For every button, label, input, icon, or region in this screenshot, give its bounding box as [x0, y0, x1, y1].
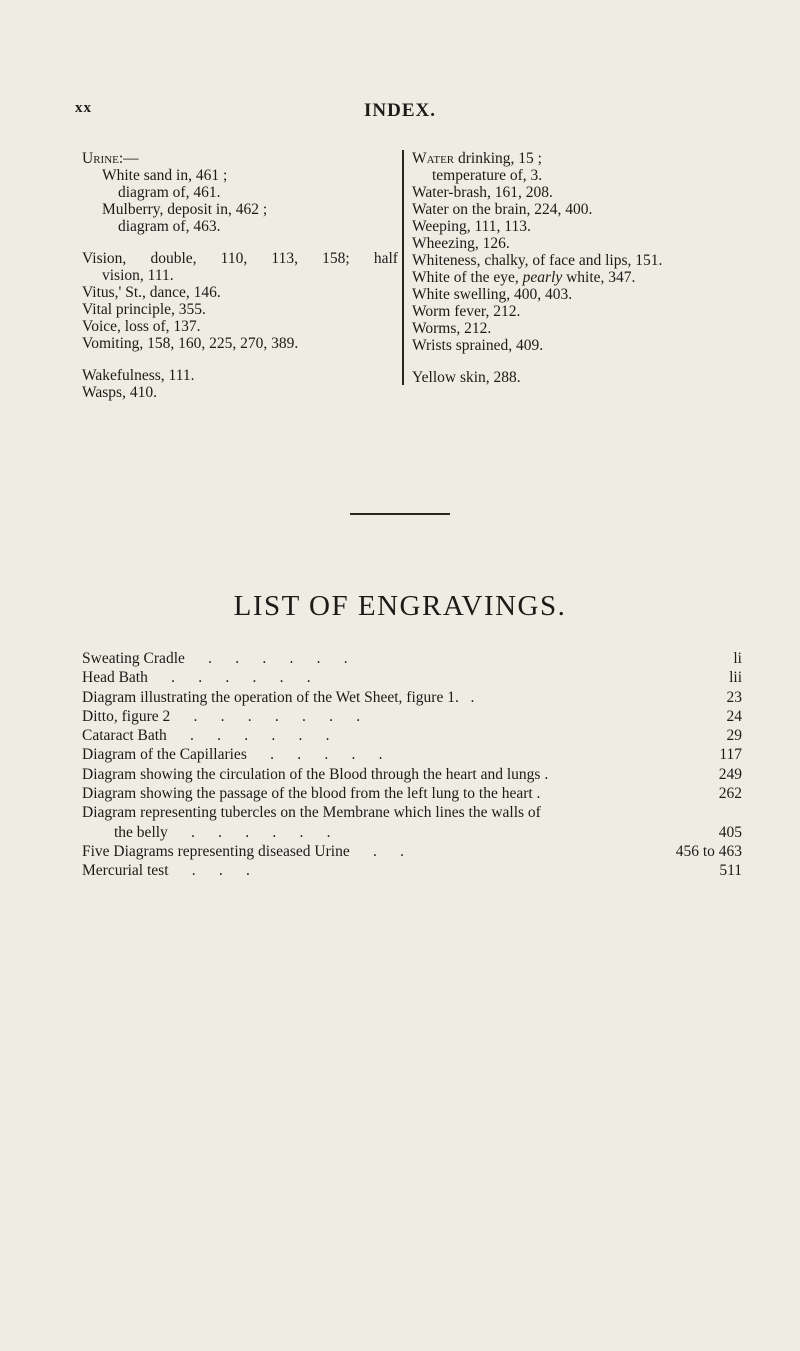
- engraving-page: 29: [726, 727, 742, 745]
- engraving-row: [82, 708, 742, 727]
- section-divider: [350, 513, 450, 515]
- engraving-title: Mercurial test . . .: [82, 862, 250, 880]
- index-entry: Wheezing, 126.: [412, 235, 510, 252]
- engraving-title: the belly . . . . . .: [114, 823, 331, 841]
- engraving-row: [82, 727, 742, 746]
- index-entry: Water-brash, 161, 208.: [412, 184, 553, 201]
- entry-gap: [82, 352, 398, 367]
- engraving-title: Cataract Bath . . . . . .: [82, 727, 330, 745]
- engraving-row: [82, 746, 742, 765]
- engraving-row: [82, 785, 742, 804]
- engraving-title: Diagram showing the passage of the blood from the left lung to the heart .: [82, 785, 541, 803]
- engraving-page: 24: [726, 707, 742, 725]
- engraving-page: 405: [718, 823, 742, 841]
- index-entry: Worms, 212.: [412, 320, 492, 337]
- engraving-title: Sweating Cradle . . . . . .: [82, 650, 348, 667]
- engraving-page: 456 to 463: [675, 842, 742, 860]
- index-entry-water: [412, 150, 782, 167]
- index-subentry: Mulberry, deposit in, 462 ;: [102, 201, 268, 218]
- index-entry: Wasps, 410.: [82, 384, 157, 401]
- index-column-right: [402, 150, 782, 385]
- index-entry: Vitus,' St., dance, 146.: [82, 284, 221, 301]
- index-entry: Wakefulness, 111.: [82, 367, 195, 384]
- index-entry-vision: [82, 250, 398, 267]
- entry-suffix: :—: [118, 150, 139, 167]
- index-column-left: [82, 150, 398, 401]
- engravings-list: [82, 650, 742, 882]
- engraving-page: 23: [726, 688, 742, 706]
- index-subentry: White sand in, 461 ;: [102, 167, 228, 184]
- page-number: xx: [75, 100, 92, 116]
- engraving-title: Ditto, figure 2 . . . . . . .: [82, 707, 361, 725]
- engraving-row: [82, 862, 742, 881]
- entry-gap: [412, 354, 782, 369]
- index-subentry: temperature of, 3.: [432, 167, 543, 184]
- index-entry: Water on the brain, 224, 400.: [412, 201, 593, 218]
- engraving-title: Diagram illustrating the operation of the Wet Sheet, figure 1. .: [82, 688, 475, 706]
- text: White of the eye,: [412, 269, 523, 286]
- italic-text: pearly: [522, 269, 563, 286]
- index-entry: Wrists sprained, 409.: [412, 337, 544, 354]
- engravings-title: LIST OF ENGRAVINGS.: [233, 590, 567, 622]
- engraving-page: 511: [719, 862, 742, 880]
- page-header: [0, 100, 800, 130]
- entry-heading: Urine: [82, 150, 119, 167]
- index-entry: Whiteness, chalky, of face and lips, 151.: [412, 252, 663, 269]
- engraving-title: Head Bath . . . . . .: [82, 669, 311, 687]
- engraving-row: [82, 843, 742, 862]
- engraving-row: [82, 650, 742, 669]
- engraving-row: [82, 669, 742, 688]
- index-entry: Vital principle, 355.: [82, 301, 206, 318]
- engraving-title: Five Diagrams representing diseased Urine . .: [82, 842, 404, 860]
- engraving-title: Diagram of the Capillaries . . . . .: [82, 746, 383, 764]
- index-entry: Weeping, 111, 113.: [412, 218, 531, 235]
- entry-heading: Water: [412, 150, 455, 167]
- word: half: [373, 250, 398, 267]
- engraving-row: [82, 689, 742, 708]
- engraving-page: 117: [719, 746, 742, 764]
- engraving-page: 262: [718, 785, 742, 803]
- engraving-title: Diagram representing tubercles on the Membrane which lines the walls of: [82, 804, 541, 822]
- index-entry: Vomiting, 158, 160, 225, 270, 389.: [82, 335, 299, 352]
- running-title: INDEX.: [364, 100, 436, 121]
- entry-rest: drinking, 15 ;: [454, 150, 542, 167]
- engraving-title: Diagram showing the circulation of the Blood through the heart and lungs .: [82, 765, 549, 783]
- entry-gap: [82, 235, 398, 250]
- index-subentry: diagram of, 463.: [118, 218, 221, 235]
- engraving-page: lii: [729, 669, 742, 687]
- engraving-row: [82, 766, 742, 785]
- index-entry: Voice, loss of, 137.: [82, 318, 201, 335]
- word: 113,: [271, 250, 298, 267]
- engraving-row: [82, 804, 742, 823]
- index-subentry: diagram of, 461.: [118, 184, 221, 201]
- word: 110,: [220, 250, 248, 267]
- index-entry-urine: [82, 150, 398, 167]
- engraving-page: li: [733, 650, 742, 667]
- word: double,: [150, 250, 197, 267]
- text: white, 347.: [562, 269, 636, 286]
- engraving-page: 249: [718, 765, 742, 783]
- word: Vision,: [82, 250, 127, 267]
- word: 158;: [322, 250, 350, 267]
- index-subentry: vision, 111.: [102, 267, 174, 284]
- index-entry: Yellow skin, 288.: [412, 369, 521, 386]
- index-entry-white-eye: [412, 269, 782, 286]
- index-entry: White swelling, 400, 403.: [412, 286, 573, 303]
- index-entry: Worm fever, 212.: [412, 303, 521, 320]
- engraving-row: [82, 824, 742, 843]
